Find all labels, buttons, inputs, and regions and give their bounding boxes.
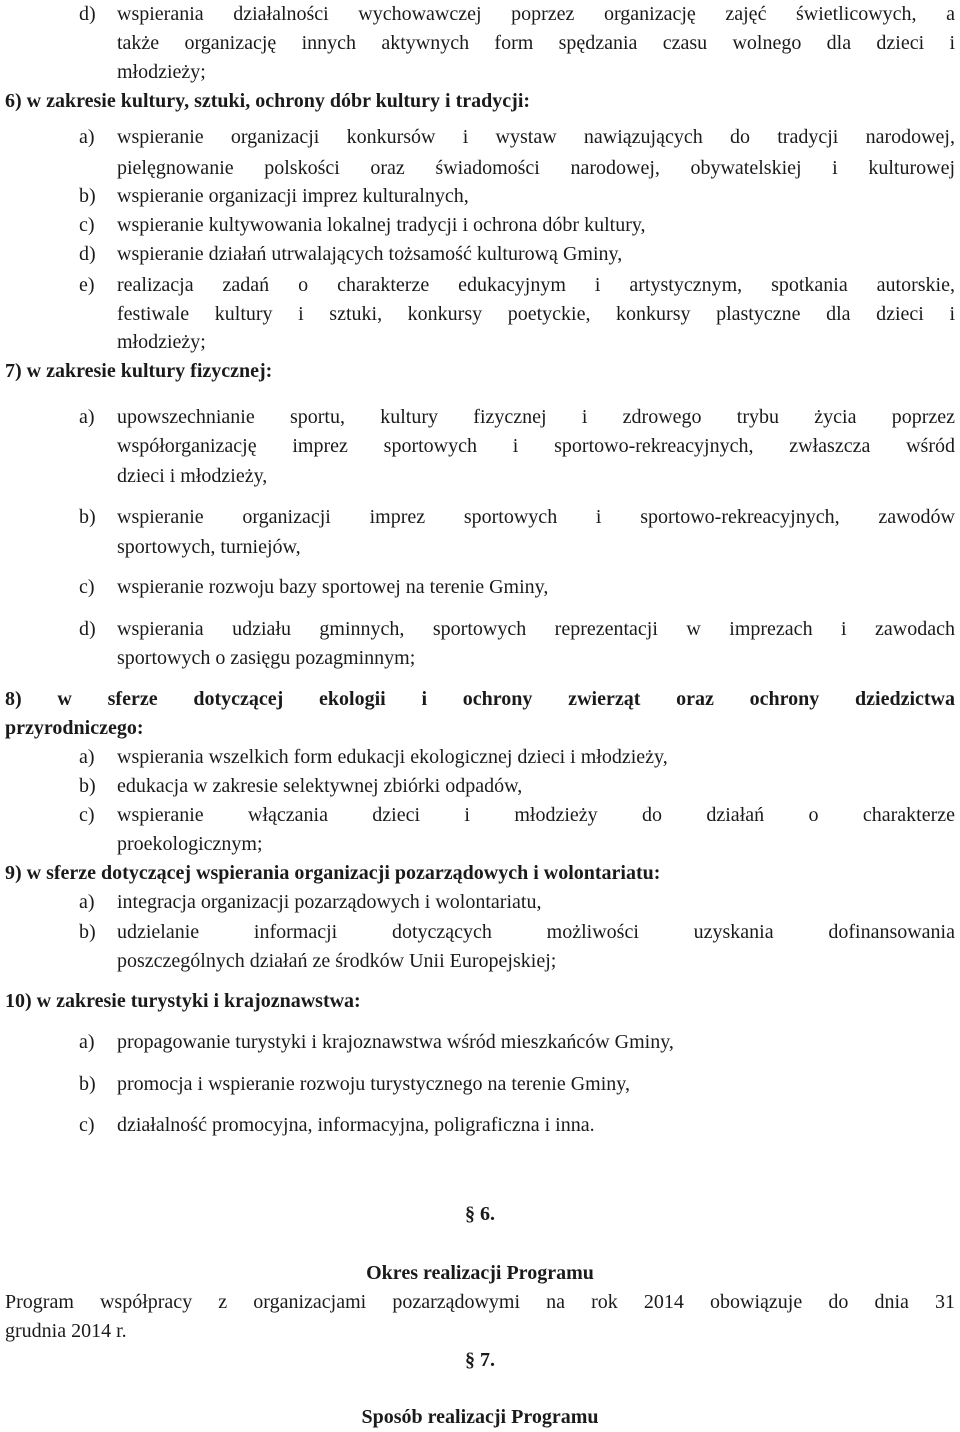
list-item-text: wspieranie działań utrwalających tożsamość kulturową Gminy, xyxy=(117,243,623,265)
section-heading: 6) w zakresie kultury, sztuki, ochrony dóbr kultury i tradycji: xyxy=(5,90,531,112)
list-label: d) xyxy=(79,618,96,640)
list-label: a) xyxy=(79,891,95,913)
body-text: grudnia 2014 r. xyxy=(5,1320,127,1342)
list-label: b) xyxy=(79,506,96,528)
list-item-text: wspieranie włączania dzieci i młodzieży do działań o charakterze xyxy=(117,804,955,826)
paragraph-mark: § 7. xyxy=(465,1349,495,1371)
list-item-text: wspieranie rozwoju bazy sportowej na terenie Gminy, xyxy=(117,576,549,598)
section-heading: 10) w zakresie turystyki i krajoznawstwa: xyxy=(5,990,361,1012)
list-item-text: wspieranie kultywowania lokalnej tradycji i ochrona dóbr kultury, xyxy=(117,214,646,236)
list-label: d) xyxy=(79,243,96,265)
list-label: d) xyxy=(79,3,96,25)
section-heading: 7) w zakresie kultury fizycznej: xyxy=(5,360,273,382)
list-item-text: proekologicznym; xyxy=(117,833,263,855)
section-heading: przyrodniczego: xyxy=(5,717,144,739)
list-label: a) xyxy=(79,406,95,428)
list-item-text: propagowanie turystyki i krajoznawstwa wśród mieszkańców Gminy, xyxy=(117,1031,674,1053)
list-item-text: wspieranie organizacji imprez kulturalnych, xyxy=(117,185,469,207)
list-item-text: współorganizację imprez sportowych i sportowo-rekreacyjnych, zwłaszcza wśród xyxy=(117,435,955,457)
list-label: c) xyxy=(79,1114,95,1136)
list-item-text: promocja i wspieranie rozwoju turystycznego na terenie Gminy, xyxy=(117,1073,630,1095)
list-label: c) xyxy=(79,576,95,598)
paragraph-title: Okres realizacji Programu xyxy=(366,1262,594,1284)
list-item-text: realizacja zadań o charakterze edukacyjnym i artystycznym, spotkania autorskie, xyxy=(117,274,955,296)
list-label: b) xyxy=(79,921,96,943)
paragraph-title: Sposób realizacji Programu xyxy=(361,1406,599,1428)
list-item-text: wspieranie organizacji konkursów i wystaw nawiązujących do tradycji narodowej, xyxy=(117,126,955,148)
list-label: b) xyxy=(79,185,96,207)
list-label: b) xyxy=(79,775,96,797)
paragraph-mark: § 6. xyxy=(465,1203,495,1225)
list-item-text: także organizację innych aktywnych form spędzania czasu wolnego dla dzieci i xyxy=(117,32,955,54)
list-item-text: poszczególnych działań ze środków Unii Europejskiej; xyxy=(117,950,557,972)
section-heading: 8) w sferze dotyczącej ekologii i ochrony zwierząt oraz ochrony dziedzictwa xyxy=(5,688,955,710)
list-label: e) xyxy=(79,274,95,296)
list-item-text: edukacja w zakresie selektywnej zbiórki odpadów, xyxy=(117,775,523,797)
list-item-text: sportowych o zasięgu pozagminnym; xyxy=(117,647,416,669)
list-label: c) xyxy=(79,214,95,236)
list-item-text: wspierania działalności wychowawczej poprzez organizację zajęć świetlicowych, a xyxy=(117,3,955,25)
list-item-text: udzielanie informacji dotyczących możliwości uzyskania dofinansowania xyxy=(117,921,955,943)
section-heading: 9) w sferze dotyczącej wspierania organizacji pozarządowych i wolontariatu: xyxy=(5,862,661,884)
list-label: b) xyxy=(79,1073,96,1095)
list-item-text: wspierania wszelkich form edukacji ekologicznej dzieci i młodzieży, xyxy=(117,746,668,768)
list-label: a) xyxy=(79,746,95,768)
list-item-text: wspierania udziału gminnych, sportowych reprezentacji w imprezach i zawodach xyxy=(117,618,955,640)
list-item-text: festiwale kultury i sztuki, konkursy poetyckie, konkursy plastyczne dla dzieci i xyxy=(117,303,955,325)
list-item-text: integracja organizacji pozarządowych i wolontariatu, xyxy=(117,891,542,913)
list-item-text: upowszechnianie sportu, kultury fizycznej i zdrowego trybu życia poprzez xyxy=(117,406,955,428)
list-label: a) xyxy=(79,126,95,148)
list-item-text: młodzieży; xyxy=(117,331,206,353)
list-item-text: dzieci i młodzieży, xyxy=(117,465,268,487)
list-label: c) xyxy=(79,804,95,826)
list-item-text: pielęgnowanie polskości oraz świadomości narodowej, obywatelskiej i kulturowej xyxy=(117,157,955,179)
list-item-text: młodzieży; xyxy=(117,61,206,83)
body-text: Program współpracy z organizacjami pozarządowymi na rok 2014 obowiązuje do dnia 31 xyxy=(5,1291,955,1313)
list-label: a) xyxy=(79,1031,95,1053)
list-item-text: wspieranie organizacji imprez sportowych i sportowo-rekreacyjnych, zawodów xyxy=(117,506,955,528)
list-item-text: działalność promocyjna, informacyjna, poligraficzna i inna. xyxy=(117,1114,595,1136)
list-item-text: sportowych, turniejów, xyxy=(117,536,301,558)
